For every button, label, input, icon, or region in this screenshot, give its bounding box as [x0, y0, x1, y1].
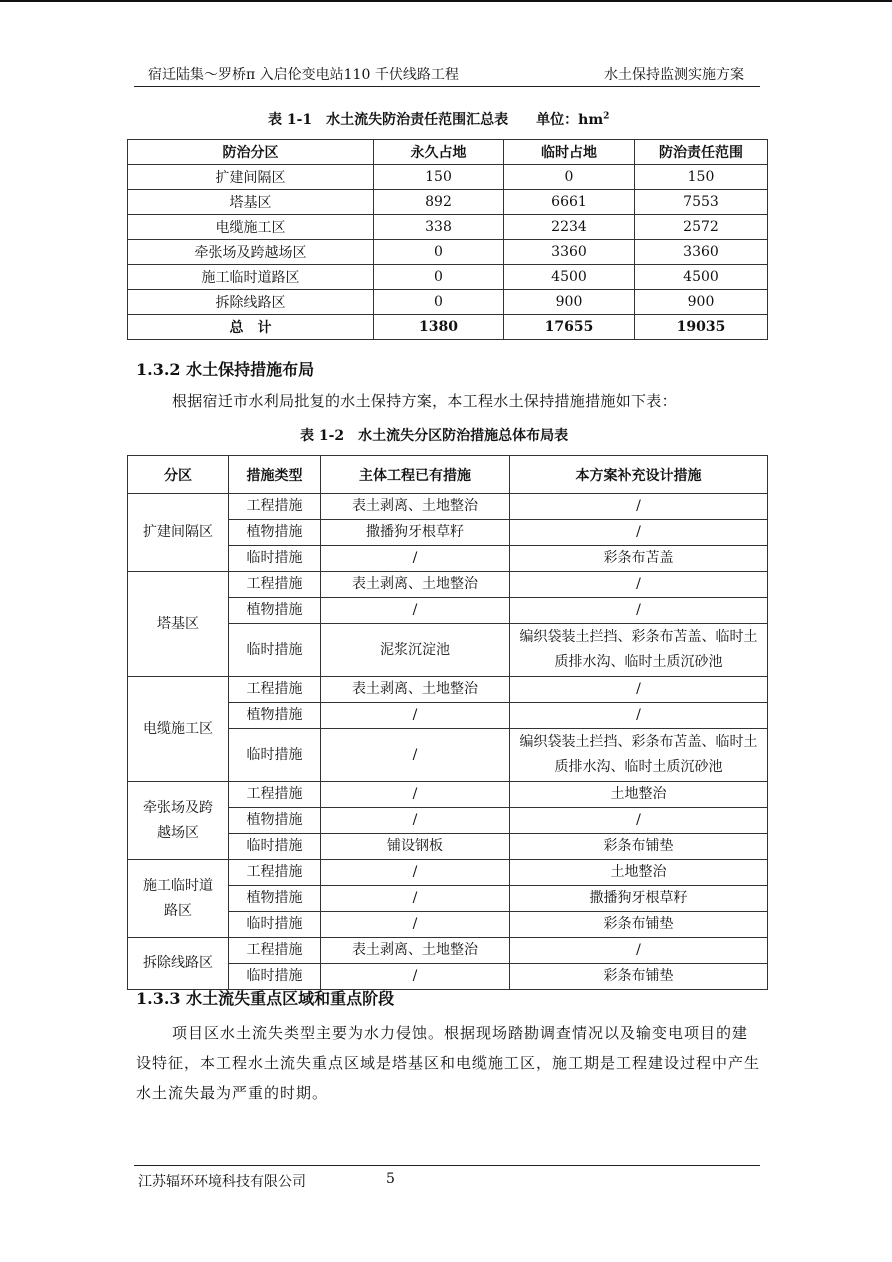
section-heading-1-3-3: 1.3.3 水土流失重点区域和重点阶段	[136, 989, 395, 1008]
table1-cell: 拆除线路区	[128, 290, 374, 315]
supplementary-measure-cell: 编织袋装土拦挡、彩条布苫盖、临时土质排水沟、临时土质沉砂池	[510, 624, 768, 677]
table1-cell: 892	[374, 190, 504, 215]
measure-type-cell: 工程措施	[229, 677, 321, 703]
page-footer	[134, 1165, 760, 1190]
existing-measure-cell: 表土剥离、土地整治	[321, 494, 510, 520]
page-number: 5	[386, 1171, 395, 1187]
existing-measure-cell: 表土剥离、土地整治	[321, 677, 510, 703]
table2-header-cell: 措施类型	[229, 456, 321, 494]
table1-cell: 1380	[374, 315, 504, 340]
existing-measure-cell: 撒播狗牙根草籽	[321, 520, 510, 546]
table2-header-cell: 分区	[128, 456, 229, 494]
section-1-3-2-paragraph: 根据宿迁市水利局批复的水土保持方案，本工程水土保持措施措施如下表：	[172, 392, 677, 410]
supplementary-measure-cell: /	[510, 572, 768, 598]
table1-cell: 0	[374, 265, 504, 290]
existing-measure-cell: /	[321, 886, 510, 912]
table1-cell: 2572	[635, 215, 768, 240]
table-row	[128, 860, 768, 886]
measure-type-cell: 工程措施	[229, 938, 321, 964]
measure-type-cell: 工程措施	[229, 494, 321, 520]
existing-measure-cell: 表土剥离、土地整治	[321, 938, 510, 964]
existing-measure-cell: /	[321, 703, 510, 729]
table-row	[128, 165, 768, 190]
supplementary-measure-cell: 彩条布铺垫	[510, 834, 768, 860]
header-document-title: 水土保持监测实施方案	[604, 67, 744, 83]
table1-cell: 总 计	[128, 315, 374, 340]
table1-cell: 900	[504, 290, 635, 315]
existing-measure-cell: /	[321, 782, 510, 808]
table-row	[128, 215, 768, 240]
table1-cell: 3360	[504, 240, 635, 265]
measure-type-cell: 工程措施	[229, 782, 321, 808]
table1-caption: 表 1-1 水土流失防治责任范围汇总表 单位：$hm^2$	[268, 111, 610, 128]
responsibility-scope-table	[127, 139, 768, 340]
supplementary-measure-cell: 彩条布苫盖	[510, 546, 768, 572]
page-header	[134, 60, 760, 87]
table1-cell: 150	[635, 165, 768, 190]
existing-measure-cell: /	[321, 860, 510, 886]
table1-cell: 0	[374, 240, 504, 265]
table1-cell: 0	[504, 165, 635, 190]
top-border	[0, 0, 892, 2]
table1-cell: 150	[374, 165, 504, 190]
table1-cell: 7553	[635, 190, 768, 215]
supplementary-measure-cell: /	[510, 494, 768, 520]
existing-measure-cell: /	[321, 546, 510, 572]
supplementary-measure-cell: 编织袋装土拦挡、彩条布苫盖、临时土质排水沟、临时土质沉砂池	[510, 729, 768, 782]
measure-type-cell: 植物措施	[229, 886, 321, 912]
zone-cell: 施工临时道路区	[128, 860, 229, 938]
table-row	[128, 494, 768, 520]
table1-cell: 900	[635, 290, 768, 315]
table1-header-cell: 防治责任范围	[635, 140, 768, 165]
measure-type-cell: 工程措施	[229, 860, 321, 886]
measure-type-cell: 工程措施	[229, 572, 321, 598]
measure-type-cell: 植物措施	[229, 598, 321, 624]
existing-measure-cell: 泥浆沉淀池	[321, 624, 510, 677]
existing-measure-cell: /	[321, 598, 510, 624]
table2-header-cell: 本方案补充设计措施	[510, 456, 768, 494]
zone-cell: 电缆施工区	[128, 677, 229, 782]
table-row	[128, 240, 768, 265]
table1-cell: 19035	[635, 315, 768, 340]
table1-cell: 2234	[504, 215, 635, 240]
existing-measure-cell: /	[321, 912, 510, 938]
table1-cell: 电缆施工区	[128, 215, 374, 240]
existing-measure-cell: 铺设钢板	[321, 834, 510, 860]
table-header-row	[128, 456, 768, 494]
footer-company: 江苏辐环环境科技有限公司	[138, 1174, 306, 1190]
supplementary-measure-cell: 彩条布铺垫	[510, 912, 768, 938]
table1-cell: 4500	[635, 265, 768, 290]
existing-measure-cell: /	[321, 729, 510, 782]
supplementary-measure-cell: /	[510, 703, 768, 729]
measure-type-cell: 植物措施	[229, 703, 321, 729]
supplementary-measure-cell: 土地整治	[510, 860, 768, 886]
table1-cell: 牵张场及跨越场区	[128, 240, 374, 265]
supplementary-measure-cell: /	[510, 808, 768, 834]
table1-cell: 3360	[635, 240, 768, 265]
measure-type-cell: 临时措施	[229, 546, 321, 572]
table1-cell: 17655	[504, 315, 635, 340]
table-row	[128, 938, 768, 964]
table-row	[128, 782, 768, 808]
measure-type-cell: 植物措施	[229, 808, 321, 834]
supplementary-measure-cell: /	[510, 520, 768, 546]
measure-type-cell: 临时措施	[229, 912, 321, 938]
measures-layout-table	[127, 455, 768, 990]
header-project-title: 宿迁陆集～罗桥π 入启伦变电站110 千伏线路工程	[148, 67, 459, 83]
measure-type-cell: 临时措施	[229, 624, 321, 677]
table-header-row	[128, 140, 768, 165]
table-row	[128, 190, 768, 215]
table1-cell: 6661	[504, 190, 635, 215]
supplementary-measure-cell: 撒播狗牙根草籽	[510, 886, 768, 912]
table1-cell: 塔基区	[128, 190, 374, 215]
table1-header-cell: 防治分区	[128, 140, 374, 165]
table-row	[128, 572, 768, 598]
measure-type-cell: 临时措施	[229, 964, 321, 990]
zone-cell: 扩建间隔区	[128, 494, 229, 572]
supplementary-measure-cell: 土地整治	[510, 782, 768, 808]
existing-measure-cell: 表土剥离、土地整治	[321, 572, 510, 598]
table-row	[128, 677, 768, 703]
supplementary-measure-cell: /	[510, 938, 768, 964]
table1-header-cell: 永久占地	[374, 140, 504, 165]
table1-cell: 4500	[504, 265, 635, 290]
section-heading-1-3-2: 1.3.2 水土保持措施布局	[136, 360, 315, 379]
zone-cell: 拆除线路区	[128, 938, 229, 990]
table-row	[128, 315, 768, 340]
zone-cell: 塔基区	[128, 572, 229, 677]
table1-cell: 扩建间隔区	[128, 165, 374, 190]
measure-type-cell: 植物措施	[229, 520, 321, 546]
table2-header-cell: 主体工程已有措施	[321, 456, 510, 494]
table2-caption: 表 1-2 水土流失分区防治措施总体布局表	[300, 428, 569, 444]
supplementary-measure-cell: /	[510, 677, 768, 703]
supplementary-measure-cell: /	[510, 598, 768, 624]
table1-cell: 0	[374, 290, 504, 315]
measure-type-cell: 临时措施	[229, 729, 321, 782]
zone-cell: 牵张场及跨越场区	[128, 782, 229, 860]
table1-cell: 施工临时道路区	[128, 265, 374, 290]
existing-measure-cell: /	[321, 808, 510, 834]
existing-measure-cell: /	[321, 964, 510, 990]
section-1-3-3-paragraph: 项目区水土流失类型主要为水力侵蚀。根据现场踏勘调查情况以及输变电项目的建设特征，本工程水土流失重点区域是塔基区和电缆施工区，施工期是工程建设过程中产生水土流失最为严重的时期。	[136, 1024, 761, 1102]
table1-header-cell: 临时占地	[504, 140, 635, 165]
measure-type-cell: 临时措施	[229, 834, 321, 860]
table1-cell: 338	[374, 215, 504, 240]
table-row	[128, 290, 768, 315]
supplementary-measure-cell: 彩条布铺垫	[510, 964, 768, 990]
table-row	[128, 265, 768, 290]
